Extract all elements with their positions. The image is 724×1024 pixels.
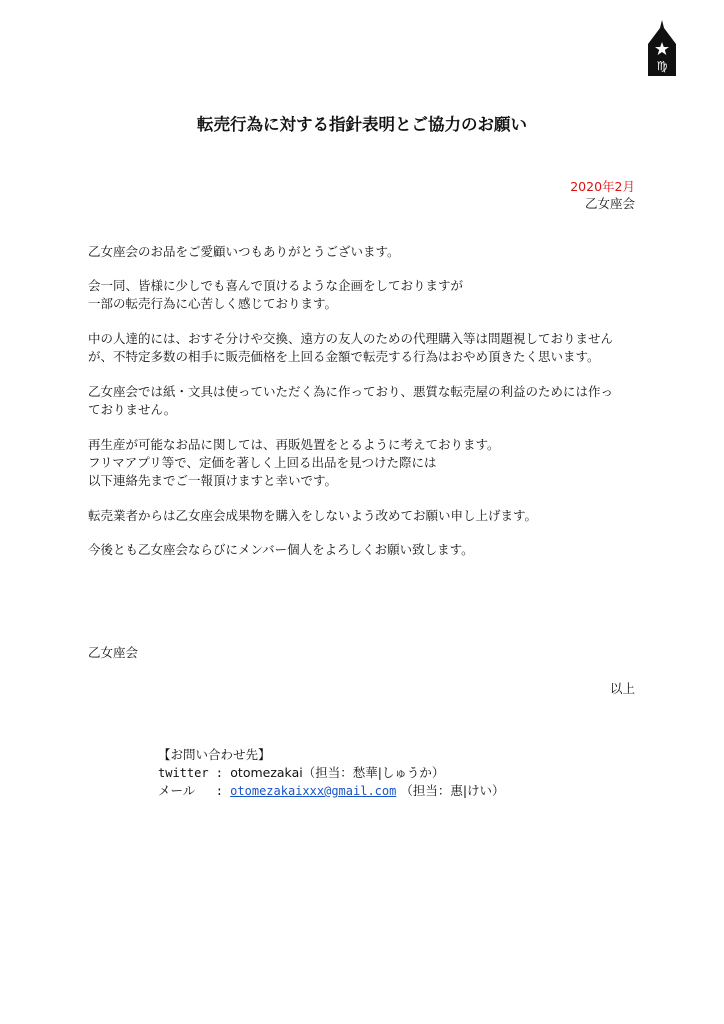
paragraph-3 [88,330,648,366]
contact-mail [158,782,505,800]
twitter-label: twitter [158,766,209,780]
paragraph-4 [88,383,648,419]
signature-text: 乙女座会 [88,645,139,660]
text-line: 再生産が可能なお品に関しては、再販処置をとるように考えております。 [88,437,500,452]
text-line: 会一同、皆様に少しでも喜んで頂けるような企画をしておりますが [88,278,464,293]
mail-label: メール [158,783,196,798]
text-line: 以下連絡先までご一報頂けますと幸いです。 [88,473,338,488]
email-link[interactable]: otomezakaixxx@gmail.com [230,784,397,798]
text-line: 乙女座会では紙・文具は使っていただく為に作っており、悪質な転売屋の利益のためには作っ [88,384,614,399]
contact-heading: 【お問い合わせ先】 [158,747,271,762]
mail-person: （担当：惠|けい） [396,783,505,798]
document-title: 転売行為に対する指針表明とご協力のお願い [197,115,527,134]
text-line: 中の人達的には、おすそ分けや交換、遠方の友人のための代理購入等は問題視しておりません [88,331,614,346]
signature [88,644,648,662]
organization-header: 乙女座会 [584,196,635,211]
separator: : [208,766,231,780]
twitter-value: otomezakai（担当：愁華|しゅうか） [230,765,445,780]
text-line: 今後とも乙女座会ならびにメンバー個人をよろしくお願い致します。 [88,542,474,557]
svg-text:♍: ♍ [656,59,668,73]
text-line: ておりません。 [88,402,177,417]
paragraph-6 [88,507,648,525]
paragraph-2 [88,277,648,313]
date: 2020年2月 [570,179,635,194]
text-line: 乙女座会のお品をご愛顧いつもありがとうございます。 [88,244,400,259]
paragraph-7 [88,541,648,559]
contact-block [158,746,505,800]
text-line: フリマアプリ等で、定価を著しく上回る出品を見つけた際には [88,455,437,470]
closing: 以上 [609,681,635,696]
pen-nib-virgo-logo [647,20,677,76]
separator: : [201,784,231,798]
paragraph-1 [88,243,648,261]
contact-twitter [158,764,505,782]
text-line: 転売業者からは乙女座会成果物を購入をしないよう改めてお願い申し上げます。 [88,508,538,523]
text-line: 一部の転売行為に心苦しく感じております。 [88,296,338,311]
paragraph-5 [88,436,648,490]
text-line: が、不特定多数の相手に販売価格を上回る金額で転売する行為はおやめ頂きたく思います。 [88,349,600,364]
